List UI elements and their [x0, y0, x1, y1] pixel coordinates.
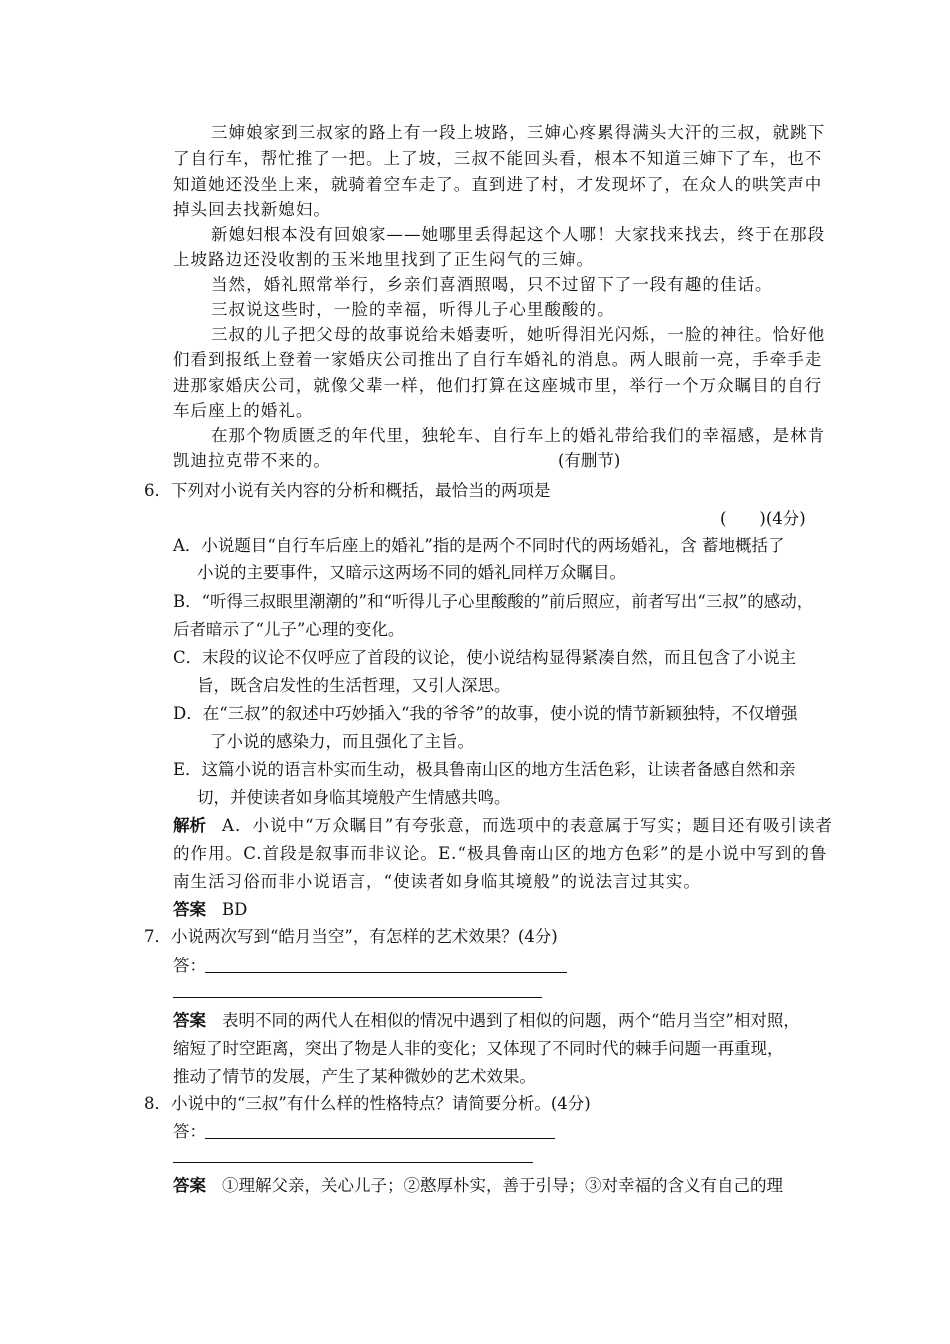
question-stem: 6．下列对小说有关内容的分析和概括，最恰当的两项是: [144, 481, 551, 500]
answer-label: 答案: [173, 1011, 206, 1030]
answer-line: 缩短了时空距离，突出了物是人非的变化；又体现了不同时代的棘手问题一再重现，: [173, 1039, 784, 1058]
option-e: E．这篇小说的语言朴实而生动，极具鲁南山区的地方生活色彩，让读者备感自然和亲: [173, 760, 796, 779]
option-d-continued: 了小说的感染力，而且强化了主旨。: [210, 732, 474, 751]
story-line: 在那个物质匮乏的年代里，独轮车、自行车上的婚礼带给我们的幸福感，是林肯: [211, 426, 826, 445]
option-c: C．末段的议论不仅呼应了首段的议论，使小说结构显得紧凑自然，而且包含了小说主: [173, 648, 797, 667]
answer-value: BD: [222, 900, 248, 919]
answer-blank-line[interactable]: [173, 1162, 533, 1163]
story-line: 三叔说这些时，一脸的幸福，听得儿子心里酸酸的。: [211, 300, 615, 319]
question-stem: 8．小说中的“三叔”有什么样的性格特点？请简要分析。(4分): [144, 1094, 591, 1113]
option-a-continued: 小说的主要事件，又暗示这两场不同的婚礼同样万众瞩目。: [197, 563, 626, 582]
analysis-label: 解析: [173, 816, 206, 835]
story-line: 知道她还没坐上来，就骑着空车走了。直到进了村，才发现坏了，在众人的哄笑声中: [173, 175, 823, 194]
option-d: D．在“三叔”的叙述中巧妙插入“我的爷爷”的故事，使小说的情节新颖独特，不仅增强: [173, 704, 798, 723]
story-line: 们看到报纸上登着一家婚庆公司推出了自行车婚礼的消息。两人眼前一亮，手牵手走: [173, 350, 823, 369]
answer-label: 答案: [173, 1176, 206, 1195]
question-stem: 7．小说两次写到“皓月当空”，有怎样的艺术效果？(4分): [144, 927, 558, 946]
option-b: B．“听得三叔眼里潮潮的”和“听得儿子心里酸酸的”前后照应，前者写出“三叔”的感动，: [173, 592, 814, 611]
story-line: 了自行车，帮忙推了一把。上了坡，三叔不能回头看，根本不知道三婶下了车，也不: [173, 149, 823, 168]
option-a: A．小说题目“自行车后座上的婚礼”指的是两个不同时代的两场婚礼，含 蓄地概括了: [173, 536, 785, 555]
answer-blank-line[interactable]: [205, 972, 567, 973]
source-note: (有删节): [558, 451, 621, 470]
analysis-line: A．小说中“万众瞩目”有夸张意，而选项中的表意属于写实；题目还有吸引读者: [222, 816, 834, 835]
story-line: 三叔的儿子把父母的故事说给未婚妻听，她听得泪光闪烁，一脸的神往。恰好他: [211, 325, 826, 344]
story-line: 新媳妇根本没有回娘家——她哪里丢得起这个人哪！大家找来找去，终于在那段: [211, 225, 826, 244]
answer-bracket-score: ( )(4分): [720, 509, 806, 528]
story-line: 进那家婚庆公司，就像父辈一样，他们打算在这座城市里，举行一个万众瞩目的自行: [173, 376, 823, 395]
option-c-continued: 旨，既含启发性的生活哲理，又引人深思。: [197, 676, 511, 695]
answer-blank-line[interactable]: [173, 997, 542, 998]
story-line: 三婶娘家到三叔家的路上有一段上坡路，三婶心疼累得满头大汗的三叔，就跳下: [211, 123, 826, 142]
story-line: 车后座上的婚礼。: [173, 401, 314, 420]
story-line: 凯迪拉克带不来的。: [173, 451, 331, 470]
answer-line: ①理解父亲，关心儿子；②憨厚朴实，善于引导；③对幸福的含义有自己的理: [222, 1176, 783, 1195]
answer-line: 推动了情节的发展，产生了某种微妙的艺术效果。: [173, 1067, 536, 1086]
answer-label: 答案: [173, 900, 206, 919]
story-line: 当然，婚礼照常举行，乡亲们喜酒照喝，只不过留下了一段有趣的佳话。: [211, 275, 773, 294]
answer-prompt: 答：: [173, 1122, 206, 1141]
story-line: 掉头回去找新媳妇。: [173, 200, 331, 219]
answer-prompt: 答：: [173, 956, 206, 975]
answer-blank-line[interactable]: [205, 1138, 555, 1139]
analysis-line: 南生活习俗而非小说语言，“使读者如身临其境般”的说法言过其实。: [173, 872, 701, 891]
story-line: 上坡路边还没收割的玉米地里找到了正生闷气的三婶。: [173, 250, 595, 269]
option-b-continued: 后者暗示了“儿子”心理的变化。: [173, 620, 405, 639]
answer-line: 表明不同的两代人在相似的情况中遇到了相似的问题，两个“皓月当空”相对照，: [222, 1011, 800, 1030]
analysis-line: 的作用。C.首段是叙事而非议论。E.“极具鲁南山区的地方色彩”的是小说中写到的鲁: [173, 844, 828, 863]
option-e-continued: 切，并使读者如身临其境般产生情感共鸣。: [197, 788, 511, 807]
